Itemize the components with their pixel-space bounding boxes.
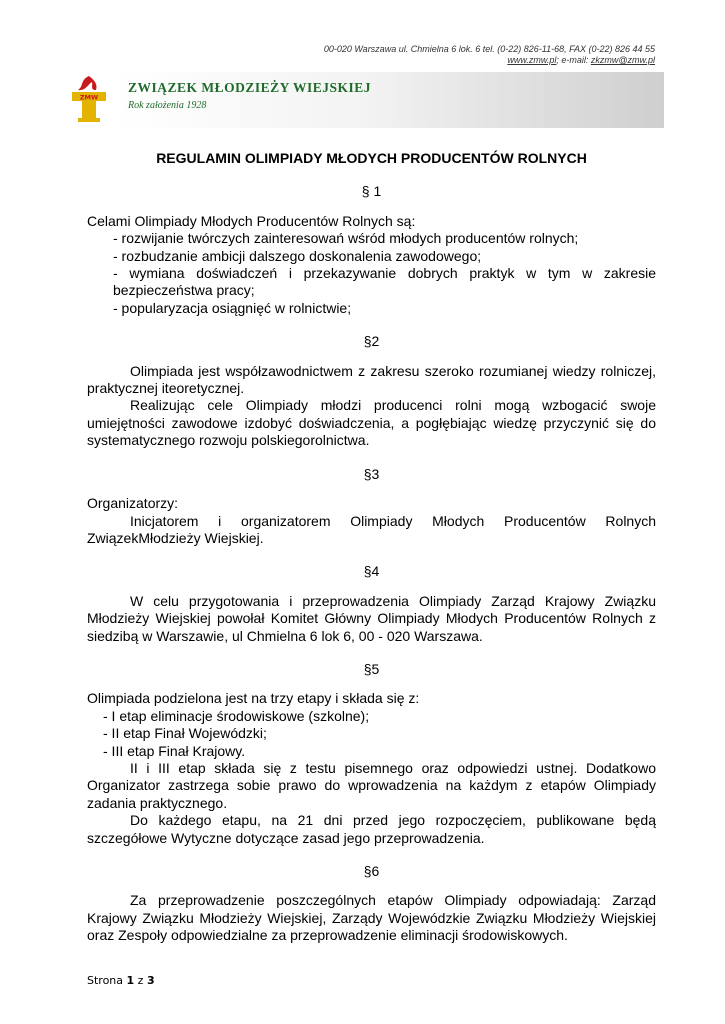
website-link[interactable]: www.zmw.pl — [507, 55, 557, 65]
s2-paragraph-2: Realizując cele Olimpiady młodzi producenci rolni mogą wzbogacić swoje umiejętności zawodowe izdobyć doświadczenia, a pogłębiając wiedzę przyczynić się do systematycznego rozwoju polskiegorolnictwa. — [87, 397, 656, 449]
document-body — [87, 150, 656, 945]
org-founded: Rok założenia 1928 — [128, 100, 207, 111]
page-current: 1 — [126, 974, 135, 987]
page-total: 3 — [146, 974, 155, 987]
s3-intro: Organizatorzy: — [87, 495, 179, 512]
s1-item-1: - rozwijanie twórczych zainteresowań wśród młodych producentów rolnych; — [113, 230, 579, 247]
section-heading-1: § 1 — [361, 183, 382, 200]
s2-paragraph-1: Olimpiada jest współzawodnictwem z zakresu szeroko rozumianej wiedzy rolniczej, praktycznej iteoretycznej. — [87, 362, 656, 397]
s5-item-1: - I etap eliminacje środowiskowe (szkolne); — [103, 707, 370, 724]
contact-info — [324, 44, 655, 66]
s5-intro: Olimpiada podzielona jest na trzy etapy i składa się z: — [87, 690, 420, 707]
s1-item-2: - rozbudzanie ambicji dalszego doskonalenia zawodowego; — [113, 247, 482, 264]
s5-paragraph-1: II i III etap składa się z testu pisemnego oraz odpowiedzi ustnej. Dodatkowo Organizator zastrzega sobie prawo do wprowadzenia na każdym z etapów Olimpiady zadania praktycznego. — [87, 759, 656, 811]
section-heading-6: §6 — [363, 863, 380, 879]
org-name: ZWIĄZEK MŁODZIEŻY WIEJSKIEJ — [128, 80, 372, 95]
page-label: Strona — [87, 974, 127, 987]
zmw-logo — [66, 72, 112, 124]
address-line: 00-020 Warszawa ul. Chmielna 6 lok. 6 tel. (0-22) 826-11-68, FAX (0-22) 826 44 55 — [323, 44, 655, 54]
s3-paragraph-1: Inicjatorem i organizatorem Olimpiady Młodych Producentów Rolnych ZwiązekMłodzieży Wiejskiej. — [87, 512, 656, 546]
section-heading-4: §4 — [363, 563, 380, 580]
document-title: REGULAMIN OLIMPIADY MŁODYCH PRODUCENTÓW ROLNYCH — [156, 150, 587, 166]
section-heading-5: §5 — [363, 660, 380, 677]
s1-item-3: - wymiana doświadczeń i przekazywanie dobrych praktyk w tym w zakresie bezpieczeństwa pracy; — [113, 265, 656, 299]
s5-paragraph-2: Do każdego etapu, na 21 dni przed jego rozpoczęciem, publikowane będą szczegółowe Wytyczne dotyczące zasad jego przeprowadzenia. — [87, 812, 656, 846]
s5-item-2: - II etap Finał Wojewódzki; — [103, 725, 267, 742]
s1-intro: Celami Olimpiady Młodych Producentów Rolnych są: — [87, 212, 416, 229]
page-footer — [87, 974, 155, 987]
email-link[interactable]: zkzmw@zmw.pl — [590, 55, 655, 65]
email-label: ; e-mail: — [556, 55, 591, 65]
section-heading-2: §2 — [363, 333, 380, 350]
section-heading-3: §3 — [363, 465, 380, 482]
s6-paragraph-1: Za przeprowadzenie poszczególnych etapów Olimpiady odpowiadają: Zarząd Krajowy Związku Młodzieży Wiejskiej, Zarządy Wojewódzkie Związku Młodzieży Wiejskiej oraz Zespoły odpowiedzialne za przeprowadzenie eliminacji środowiskowych. — [87, 892, 656, 944]
logo-text: ZMW — [79, 93, 99, 102]
page-separator: z — [134, 974, 147, 987]
s4-paragraph-1: W celu przygotowania i przeprowadzenia Olimpiady Zarząd Krajowy Związku Młodzieży Wiejskiej powołał Komitet Główny Olimpiady Młodych Producentów Rolnych z siedzibą w Warszawie, ul Chmielna 6 lok 6, 00 - 020 Warszawa. — [87, 592, 656, 644]
s1-item-4: - popularyzacja osiągnięć w rolnictwie; — [113, 299, 352, 316]
s5-item-3: - III etap Finał Krajowy. — [103, 742, 246, 759]
